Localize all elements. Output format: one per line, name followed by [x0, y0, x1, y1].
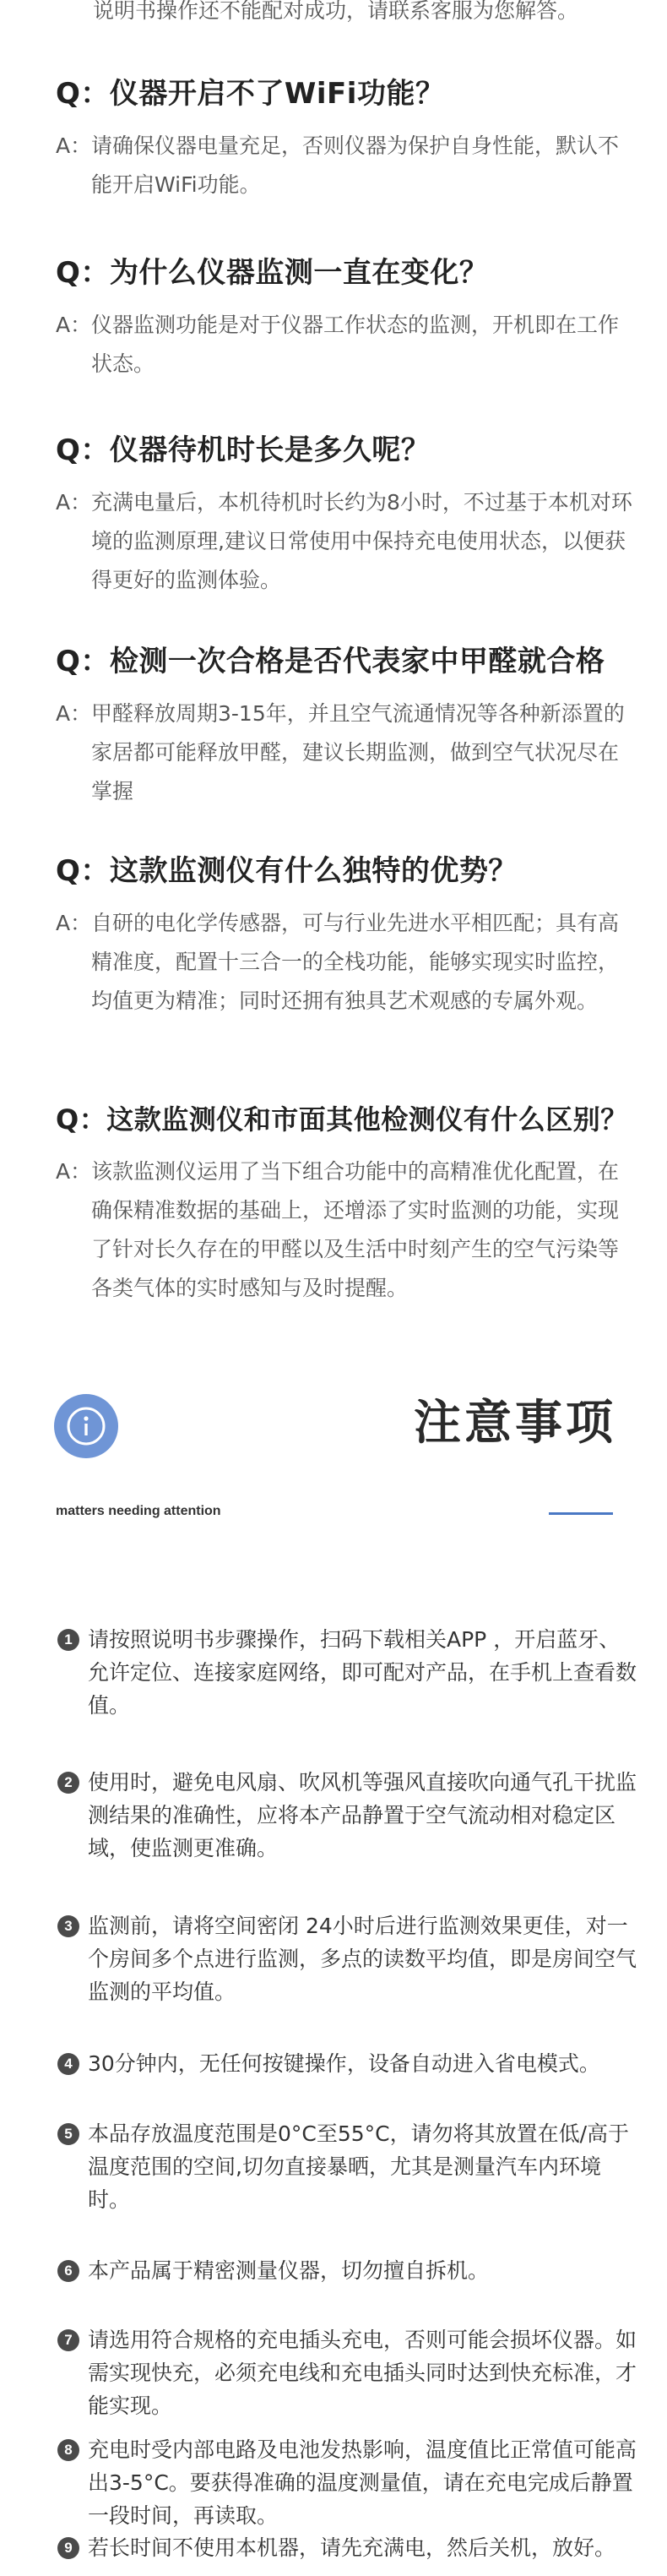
faq-item [56, 253, 638, 384]
notice-subtitle: matters needing attention [56, 1504, 221, 1518]
faq-item [56, 431, 638, 600]
answer-text: 该款监测仪运用了当下组合功能中的高精准优化配置，在确保精准数据的基础上，还增添了实时监测的功能，实现了针对长久存在的甲醛以及生活中时刻产生的空气污染等各类气体的实时感知与及时提醒。 [91, 1159, 620, 1300]
answer-prefix: A： [56, 701, 92, 726]
item-number: 8 [57, 2439, 79, 2461]
faq-question: Q：为什么仪器监测一直在变化？ [56, 256, 489, 290]
notice-item [57, 2254, 640, 2287]
accent-rule [549, 1512, 613, 1515]
item-text: 请按照说明书步骤操作，扫码下载相关APP ，开启蓝牙、允许定位、连接家庭网络，即可配对产品，在手机上查看数值。 [88, 1627, 637, 1718]
item-number: 5 [57, 2123, 79, 2145]
faq-answer [56, 306, 638, 384]
faq-question: Q：这款监测仪和市面其他检测仪有什么区别？ [56, 1103, 628, 1136]
faq-item [56, 74, 638, 204]
item-number: 6 [57, 2260, 79, 2282]
item-number: 7 [57, 2329, 79, 2351]
faq-item [56, 1100, 638, 1308]
item-number: 1 [57, 1629, 79, 1651]
item-number: 3 [57, 1915, 79, 1937]
item-text: 使用时，避免电风扇、吹风机等强风直接吹向通气孔干扰监测结果的准确性，应将本产品静置于空气流动相对稳定区域，使监测更准确。 [88, 1770, 637, 1860]
item-text: 请选用符合规格的充电插头充电，否则可能会损坏仪器。如需实现快充，必须充电线和充电插头同时达到快充标准，才能实现。 [88, 2328, 637, 2418]
faq-question: Q：仪器待机时长是多久呢？ [56, 433, 431, 467]
notice-title: 注意事项 [414, 1396, 616, 1451]
notice-item [57, 1909, 640, 2008]
item-number: 2 [57, 1772, 79, 1794]
answer-prefix: A： [56, 1159, 92, 1184]
faq-answer [56, 127, 638, 204]
notice-item [57, 2323, 640, 2422]
notice-item [57, 2117, 640, 2216]
faq-question: Q：检测一次合格是否代表家中甲醛就合格 [56, 645, 605, 678]
item-number: 4 [57, 2053, 79, 2075]
faq-answer [56, 1152, 638, 1308]
faq-question: Q：仪器开启不了WiFi功能？ [56, 77, 445, 111]
answer-text: 自研的电化学传感器，可与行业先进水平相匹配；具有高精准度，配置十三合一的全栈功能，能够实现实时监控，均值更为精准；同时还拥有独具艺术观感的专属外观。 [91, 911, 620, 1013]
item-text: 充电时受内部电路及电池发热影响，温度值比正常值可能高出3-5°C。要获得准确的温度测量值，请在充电完成后静置一段时间，再读取。 [88, 2437, 637, 2528]
item-text: 若长时间不使用本机器，请先充满电，然后关机，放好。 [88, 2535, 616, 2560]
answer-prefix: A： [56, 911, 92, 935]
notice-item [57, 2433, 640, 2532]
answer-text: 充满电量后，本机待机时长约为8小时，不过基于本机对环境的监测原理,建议日常使用中保持充电使用状态，以便获得更好的监测体验。 [91, 490, 632, 592]
faq-answer [56, 904, 638, 1021]
item-text: 本产品属于精密测量仪器，切勿擅自拆机。 [88, 2258, 490, 2283]
faq-item [56, 642, 638, 811]
intro-text: 说明书操作还不能配对成功，请联系客服为您解答。 [93, 0, 579, 23]
notice-item [57, 2531, 640, 2564]
faq-question: Q：这款监测仪有什么独特的优势？ [56, 854, 518, 888]
info-icon [54, 1394, 118, 1458]
answer-text: 请确保仪器电量充足，否则仪器为保护自身性能，默认不能开启WiFi功能。 [91, 133, 620, 197]
item-text: 本品存放温度范围是0°C至55°C，请勿将其放置在低/高于温度范围的空间,切勿直接暴晒，尤其是测量汽车内环境时。 [88, 2121, 630, 2212]
answer-text: 甲醛释放周期3-15年，并且空气流通情况等各种新添置的家居都可能释放甲醛，建议长期监测，做到空气状况尽在掌握 [91, 701, 625, 803]
notice-header [0, 1360, 667, 1546]
faq-answer [56, 694, 638, 811]
item-number: 9 [57, 2537, 79, 2559]
faq-answer [56, 483, 638, 600]
item-text: 监测前，请将空间密闭 24小时后进行监测效果更佳，对一个房间多个点进行监测，多点的读数平均值，即是房间空气监测的平均值。 [88, 1914, 637, 2004]
notice-item [57, 1766, 640, 1865]
answer-text: 仪器监测功能是对于仪器工作状态的监测，开机即在工作状态。 [91, 313, 620, 376]
notice-item [57, 2047, 640, 2080]
answer-prefix: A： [56, 133, 92, 158]
faq-item [56, 852, 638, 1021]
notice-item [57, 1623, 640, 1722]
answer-prefix: A： [56, 313, 92, 337]
item-text: 30分钟内，无任何按键操作，设备自动进入省电模式。 [88, 2051, 600, 2076]
answer-prefix: A： [56, 490, 92, 515]
